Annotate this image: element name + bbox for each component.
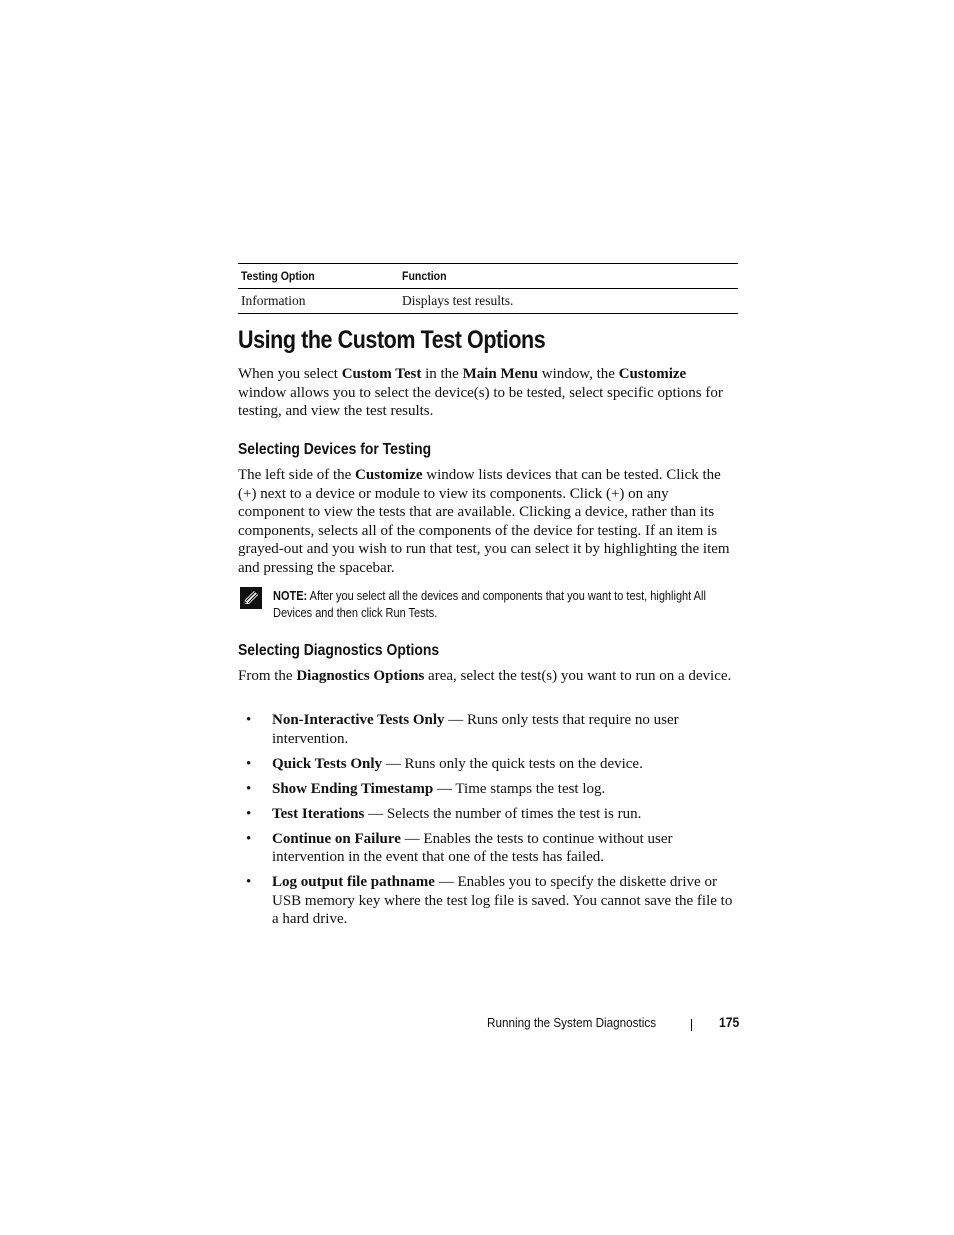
note-body: and then click [312, 606, 386, 620]
pencil-note-icon [240, 587, 262, 609]
option-term: Show Ending Timestamp [272, 780, 434, 797]
intro-paragraph [238, 365, 738, 421]
intro-text: window allows you to select the device(s) to be tested, select specific options for testing, and view the test results. [238, 384, 723, 420]
note-body: After you select all the devices and components that you want to test, highlight [307, 589, 694, 603]
section-title: Using the Custom Test Options [238, 326, 546, 354]
option-desc: — Enables the tests to continue without user intervention in the event that one of the tests has failed. [272, 830, 673, 866]
devices-heading: Selecting Devices for Testing [238, 441, 432, 458]
table-cell-option: Information [241, 293, 306, 308]
table-header-testing-option: Testing Option [241, 269, 315, 283]
note-text [273, 588, 739, 622]
table-row [238, 289, 738, 313]
devices-paragraph [238, 466, 738, 578]
devices-text: window lists devices that can be tested. Click the (+) next to a device or module to view its components. Click (+) on any component to view the tests that are available. Clicking a device, rather than its components, selects all of the components of the device for testing. If an item is grayed-out and you wish to run that test, you can select it by highlighting the item and pressing the spacebar. [238, 467, 730, 576]
option-desc: — Enables you to specify the diskette drive or USB memory key where the test log file is saved. You cannot save the file to a hard drive. [272, 874, 733, 928]
bullet: • [246, 805, 252, 822]
bullet: • [246, 780, 252, 797]
table-header-row [238, 264, 738, 288]
bullet: • [246, 874, 252, 891]
list-item [238, 711, 738, 748]
diagnostics-options-list [238, 711, 738, 935]
list-item [238, 755, 738, 774]
diagnostics-options-term: Diagnostics Options [296, 668, 425, 684]
diagnostics-text: area, select the test(s) you want to run on a device. [424, 668, 732, 684]
option-term: Quick Tests Only [272, 755, 383, 772]
footer-separator [691, 1019, 692, 1031]
custom-test-term: Custom Test [341, 366, 422, 382]
table-cell-function: Displays test results. [402, 293, 514, 308]
option-term: Test Iterations [272, 805, 365, 822]
bullet: • [246, 755, 252, 772]
note-label: NOTE: [273, 589, 308, 603]
diagnostics-paragraph [238, 667, 738, 686]
page-number: 175 [719, 1015, 740, 1030]
footer-chapter-title: Running the System Diagnostics [487, 1015, 657, 1030]
diagnostics-heading: Selecting Diagnostics Options [238, 642, 440, 659]
option-desc: — Runs only the quick tests on the device. [382, 755, 643, 772]
main-menu-term: Main Menu [462, 366, 538, 382]
customize-term: Customize [355, 467, 423, 483]
intro-text: in the [421, 366, 463, 382]
bullet: • [246, 830, 252, 847]
page-footer [0, 1015, 954, 1035]
list-item [238, 805, 738, 824]
intro-text: window, the [538, 366, 619, 382]
diagnostics-text: From the [238, 668, 297, 684]
option-term: Non-Interactive Tests Only [272, 712, 445, 728]
list-item [238, 830, 738, 867]
customize-term: Customize [618, 366, 687, 382]
bullet: • [246, 712, 252, 728]
run-tests-term: Run Tests [385, 606, 435, 620]
option-term: Continue on Failure [272, 830, 401, 847]
test-options-table [238, 263, 738, 314]
devices-text: The left side of the [238, 467, 356, 483]
all-devices-term: All Devices [273, 589, 706, 620]
option-desc: — Time stamps the test log. [433, 780, 606, 797]
list-item [238, 780, 738, 799]
list-item [238, 873, 738, 929]
table-bottom-rule [238, 313, 738, 314]
table-header-function: Function [402, 269, 447, 283]
option-desc: — Selects the number of times the test is run. [364, 805, 642, 822]
note-body: . [434, 606, 438, 620]
option-desc: — Runs only tests that require no user intervention. [272, 712, 679, 747]
intro-text: When you select [238, 366, 342, 382]
option-term: Log output file pathname [272, 874, 435, 891]
